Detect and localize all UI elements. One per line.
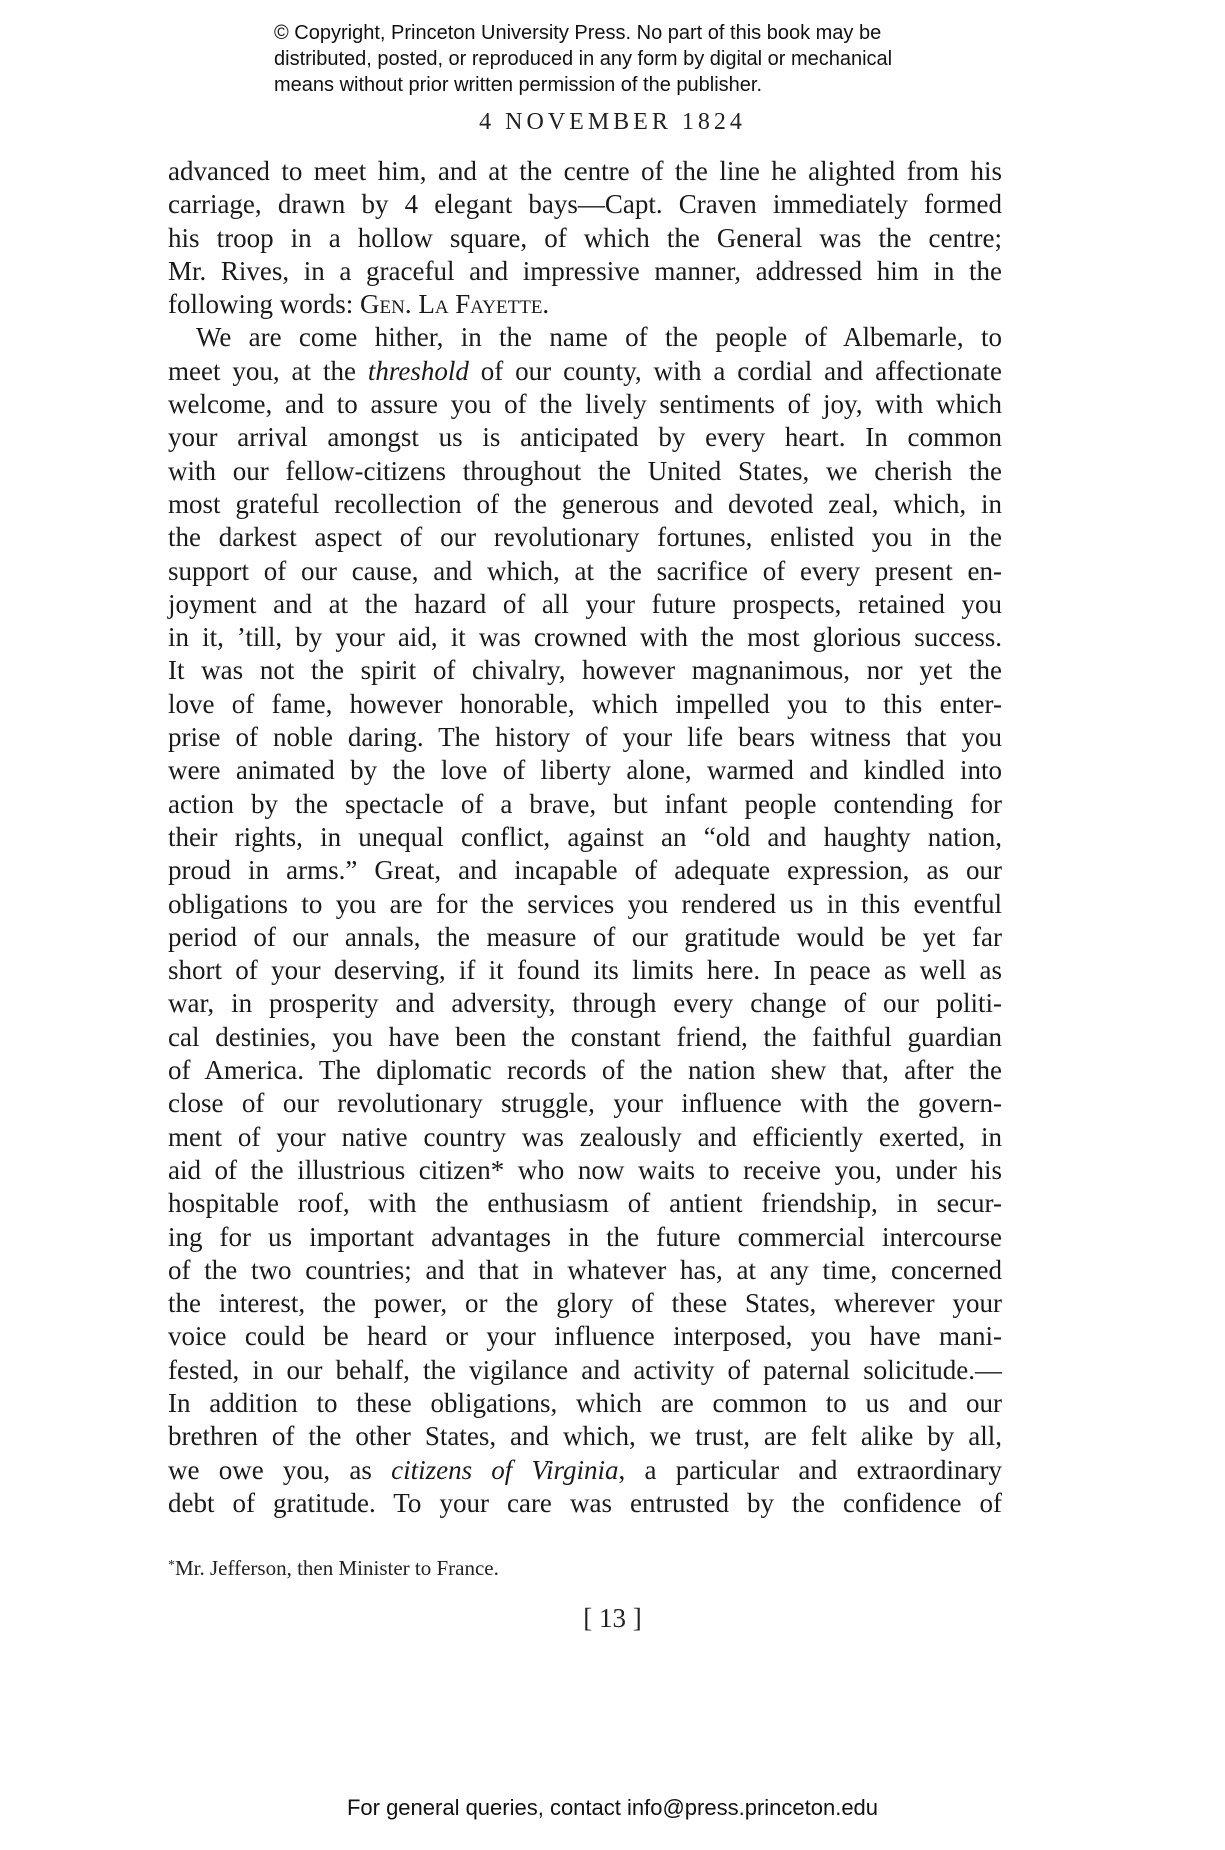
text-line: debt of gratitude. To your care was entrusted by the confidence of [168, 1487, 1002, 1518]
text-line: of the two countries; and that in whatever has, at any time, concerned [168, 1254, 1002, 1285]
body-text [168, 155, 1002, 1520]
text-line: ment of your native country was zealously and efficiently exerted, in [168, 1121, 1002, 1152]
text-line: voice could be heard or your influence interposed, you have mani- [168, 1321, 1002, 1352]
emphasis: citizens of Virginia [391, 1454, 619, 1485]
salutation: Gen. La Fayette. [360, 289, 550, 320]
footnote [168, 1556, 1002, 1581]
text-line: most grateful recollection of the generous and devoted zeal, which, in [168, 488, 1002, 519]
text-line: war, in prosperity and adversity, through every change of our politi- [168, 988, 1002, 1019]
text-line: support of our cause, and which, at the sacrifice of every present en- [168, 555, 1002, 586]
text-span: of our county, with a cordial and affectionate [468, 355, 1002, 386]
text-line: action by the spectacle of a brave, but infant people contending for [168, 788, 1002, 819]
text-line [168, 288, 1002, 321]
text-span: we owe you, as [168, 1454, 392, 1485]
text-line: In addition to these obligations, which are common to us and our [168, 1387, 1002, 1418]
footnote-marker: * [168, 1558, 175, 1573]
text-line: cal destinies, you have been the constant friend, the faithful guardian [168, 1021, 1002, 1052]
copyright-line: distributed, posted, or reproduced in any form by digital or mechanical [274, 48, 893, 70]
emphasis: threshold [367, 355, 469, 386]
text-line: in it, ’till, by your aid, it was crowned with the most glorious success. [168, 622, 1002, 653]
text-line: prise of noble daring. The history of your life bears witness that you [168, 722, 1002, 753]
copyright-notice [274, 20, 1034, 98]
text-line: It was not the spirit of chivalry, however magnanimous, nor yet the [168, 655, 1002, 686]
text-line: were animated by the love of liberty alone, warmed and kindled into [168, 755, 1002, 786]
footnote-text: Mr. Jefferson, then Minister to France. [175, 1556, 499, 1580]
text-line: the interest, the power, or the glory of these States, wherever your [168, 1288, 1002, 1319]
text-span: , a particular and extraordinary [618, 1454, 1002, 1485]
text-line: Mr. Rives, in a graceful and impressive manner, addressed him in the [168, 255, 1002, 286]
text-line: advanced to meet him, and at the centre of the line he alighted from his [168, 156, 1002, 186]
text-line: period of our annals, the measure of our gratitude would be yet far [168, 921, 1002, 952]
copyright-line: means without prior written permission of the publisher. [274, 74, 763, 96]
text-line: proud in arms.” Great, and incapable of adequate expression, as our [168, 855, 1002, 886]
text-line: welcome, and to assure you of the lively sentiments of joy, with which [168, 389, 1002, 420]
text-line: ing for us important advantages in the future commercial intercourse [168, 1221, 1002, 1252]
text-line: your arrival amongst us is anticipated by every heart. In common [168, 422, 1002, 453]
text-line: short of your deserving, if it found its limits here. In peace as well as [168, 955, 1002, 986]
copyright-line: © Copyright, Princeton University Press. No part of this book may be [274, 22, 882, 44]
text-line: of America. The diplomatic records of the nation shew that, after the [168, 1055, 1002, 1086]
running-head: 4 NOVEMBER 1824 [479, 109, 746, 135]
text-line: his troop in a hollow square, of which the General was the centre; [168, 222, 1002, 253]
text-span: meet you, at the [168, 355, 368, 386]
page-number: [ 13 ] [583, 1603, 642, 1633]
text-line: brethren of the other States, and which, we trust, are felt alike by all, [168, 1421, 1002, 1452]
text-line: with our fellow-citizens throughout the United States, we cherish the [168, 455, 1002, 486]
text-line: carriage, drawn by 4 elegant bays—Capt. Craven immediately formed [168, 189, 1002, 220]
text-span: following words: [168, 289, 360, 320]
text-line: We are come hither, in the name of the people of Albemarle, to [196, 322, 1002, 353]
text-line: hospitable roof, with the enthusiasm of antient friendship, in secur- [168, 1188, 1002, 1219]
text-line: joyment and at the hazard of all your future prospects, retained you [168, 588, 1002, 619]
text-line: fested, in our behalf, the vigilance and activity of paternal solicitude.— [168, 1354, 1002, 1385]
text-line [168, 355, 1002, 388]
text-line: close of our revolutionary struggle, your influence with the govern- [168, 1088, 1002, 1119]
text-line: their rights, in unequal conflict, against an “old and haughty nation, [168, 821, 1002, 852]
text-line [168, 1454, 1002, 1487]
contact-footer: For general queries, contact info@press.princeton.edu [346, 1795, 879, 1820]
text-line: aid of the illustrious citizen* who now waits to receive you, under his [168, 1154, 1002, 1185]
text-line: obligations to you are for the services you rendered us in this eventful [168, 888, 1002, 919]
text-line: love of fame, however honorable, which impelled you to this enter- [168, 688, 1002, 719]
text-line: the darkest aspect of our revolutionary fortunes, enlisted you in the [168, 522, 1002, 553]
